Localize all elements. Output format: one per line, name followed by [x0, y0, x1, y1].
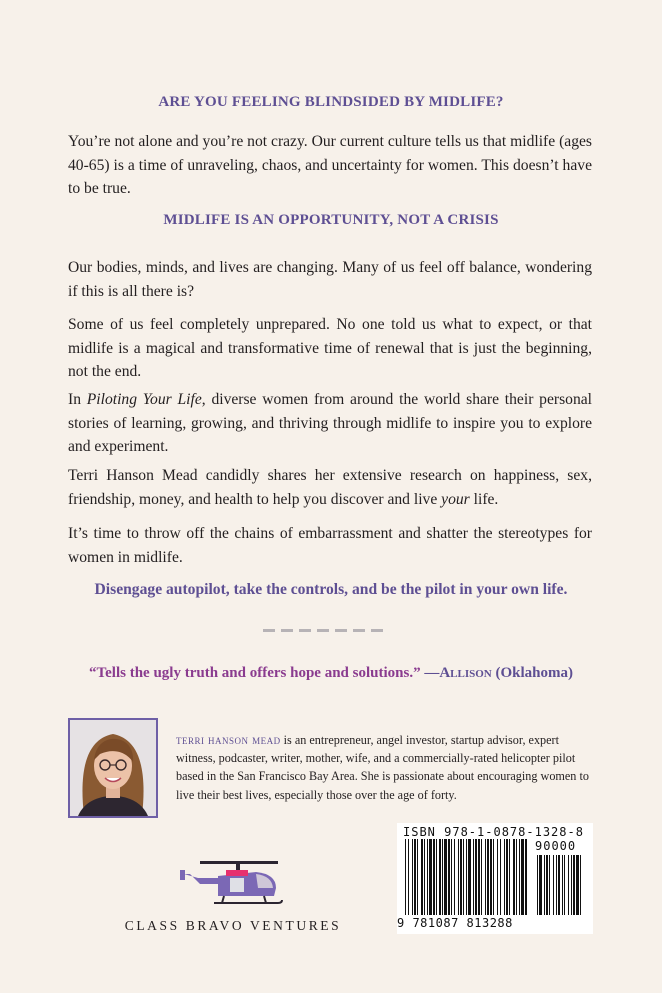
p5-emphasis: your: [441, 490, 470, 508]
heading-blindsided: ARE YOU FEELING BLINDSIDED BY MIDLIFE?: [158, 94, 504, 110]
paragraph-research: [68, 464, 592, 511]
section-divider: [263, 629, 383, 633]
isbn-barcode: [397, 823, 593, 934]
paragraph-stereotypes: It’s time to throw off the chains of embarrassment and shatter the stereotypes for women in midlife.: [68, 525, 592, 566]
call-to-action: Disengage autopilot, take the controls, and be the pilot in your own life.: [94, 581, 568, 598]
helicopter-logo-icon: [178, 858, 288, 910]
p5-suffix: life.: [469, 490, 499, 508]
p4-prefix: In: [68, 391, 87, 408]
quote-text: “Tells the ugly truth and offers hope and solutions.”: [88, 665, 421, 681]
quote-dash: —: [420, 665, 440, 681]
author-bio: [176, 731, 594, 804]
author-photo: [68, 718, 158, 818]
paragraph-unprepared: Some of us feel completely unprepared. No one told us what to expect, or that midlife is a magical and transformative time of renewal that is just the beginning, not the end.: [68, 316, 592, 380]
quote-attribution-name: Allison: [439, 665, 492, 681]
book-title: Piloting Your Life: [86, 391, 202, 408]
publisher-name: CLASS BRAVO VENTURES: [124, 918, 342, 933]
paragraph-not-alone: You’re not alone and you’re not crazy. Our current culture tells us that midlife (ages 40-65) is a time of unraveling, chaos, and uncertainty for women. This doesn’t have to be true.: [68, 133, 592, 197]
author-bio-text: is an entrepreneur, angel investor, startup advisor, expert witness, podcaster, writer, mother, wife, and a commercially-rated helicopter pilot based in the San Francisco Bay Area. She is passionate about encouraging women to live their best lives, especially those over the age of forty.: [176, 733, 589, 802]
p4-rest: , diverse women from around the world share their personal stories of learning, growing, and thriving through midlife to inspire you to explore and experiment.: [68, 391, 592, 455]
paragraph-piloting-your-life: [68, 388, 592, 459]
heading-opportunity: MIDLIFE IS AN OPPORTUNITY, NOT A CRISIS: [163, 212, 499, 228]
isbn-label: ISBN 978-1-0878-1328-8: [403, 825, 584, 839]
barcode-bars: [405, 839, 585, 917]
testimonial-quote: [0, 665, 662, 682]
author-name: terri hanson mead: [176, 733, 281, 747]
isbn-digits: 9 781087 813288: [397, 916, 513, 930]
p5-prefix: Terri Hanson Mead candidly shares her extensive research on happiness, sex, friendship, money, and health to help you discover and live: [68, 467, 592, 508]
paragraph-bodies-changing: Our bodies, minds, and lives are changing. Many of us feel off balance, wondering if this is all there is?: [68, 259, 592, 300]
quote-attribution-place: (Oklahoma): [491, 665, 573, 681]
price-code: 90000: [535, 839, 577, 853]
